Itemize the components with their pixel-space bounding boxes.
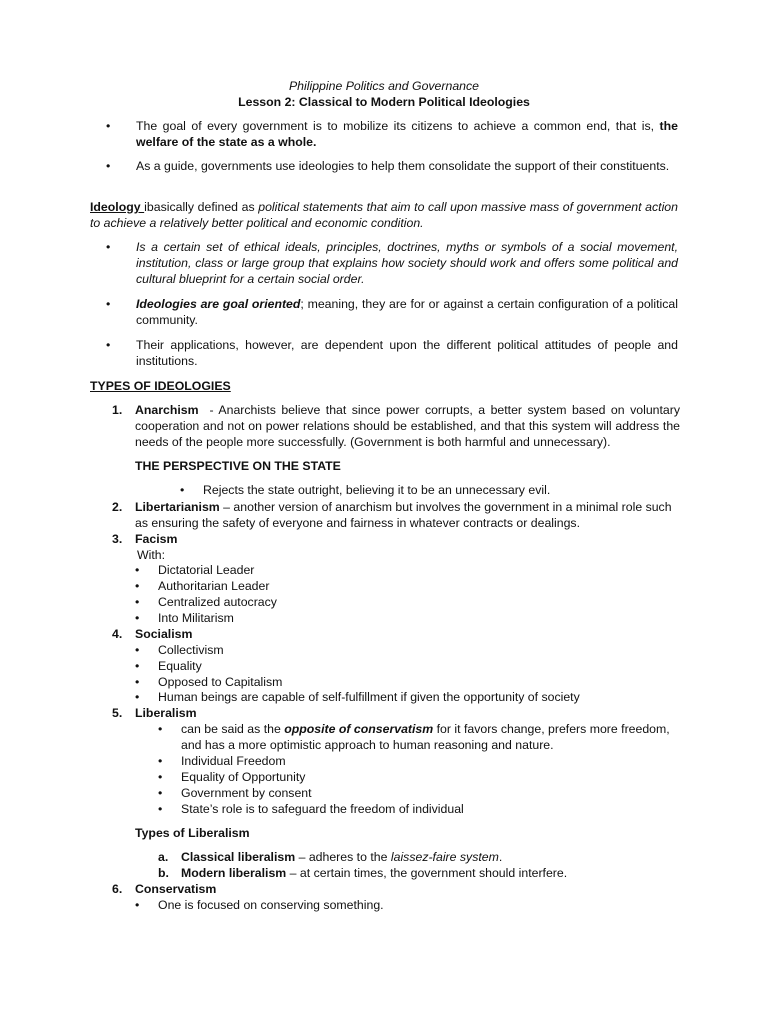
- ideology-point-goal: • Ideologies are goal oriented; meaning, they are for or against a certain configuration of a political community.: [106, 297, 678, 327]
- list-item: Equality of Opportunity: [181, 770, 306, 784]
- ideology-term: Ideology: [90, 200, 145, 214]
- bullet-icon: •: [135, 643, 140, 657]
- bullet-icon: •: [135, 898, 140, 912]
- bullet-icon: •: [135, 611, 140, 625]
- item-number: 1.: [112, 403, 123, 417]
- bullet-icon: •: [135, 690, 140, 704]
- bullet-icon: •: [158, 722, 163, 736]
- list-item: Authoritarian Leader: [158, 579, 270, 593]
- perspective-point: Rejects the state outright, believing it to be an unnecessary evil.: [203, 483, 551, 497]
- bullet-icon: •: [106, 297, 111, 311]
- lesson-title: Lesson 2: Classical to Modern Political Ideologies: [238, 95, 530, 109]
- modern-liberalism: Modern liberalism – at certain times, the government should interfere.: [181, 866, 568, 880]
- ideology-definition: Ideology ibasically defined as political statements that aim to call upon massive mass of government action to achieve a relatively better political and economic condition.: [90, 200, 678, 230]
- list-item: Dictatorial Leader: [158, 563, 255, 577]
- bullet-icon: •: [135, 579, 140, 593]
- liberalism-heading: Liberalism: [135, 706, 197, 720]
- item-number: 5.: [112, 706, 123, 720]
- bullet-icon: •: [180, 483, 185, 497]
- classical-liberalism: Classical liberalism – adheres to the laissez-faire system.: [181, 850, 503, 864]
- course-title: Philippine Politics and Governance: [288, 79, 480, 93]
- bullet-icon: •: [135, 595, 140, 609]
- list-item: Opposed to Capitalism: [158, 675, 283, 689]
- list-item: Equality: [158, 659, 202, 673]
- item-number: 6.: [112, 882, 123, 896]
- bullet-icon: •: [158, 802, 163, 816]
- conservatism-heading: Conservatism: [135, 882, 217, 896]
- bullet-icon: •: [135, 675, 140, 689]
- intro-point-goal: • The goal of every government is to mobilize its citizens to achieve a common end, that is, the welfare of the state as a whole.: [106, 119, 678, 149]
- facism-with: With:: [137, 548, 166, 562]
- bullet-icon: •: [106, 338, 111, 352]
- facism-heading: Facism: [135, 532, 178, 546]
- bullet-icon: •: [106, 159, 111, 173]
- bullet-icon: •: [135, 659, 140, 673]
- bullet-icon: •: [106, 119, 111, 133]
- liberalism-description: can be said as the opposite of conservatism for it favors change, prefers more freedom, and has a more optimistic approach to human reasoning and nature.: [181, 722, 670, 752]
- list-item: Centralized autocracy: [158, 595, 277, 609]
- list-item: Into Militarism: [158, 611, 234, 625]
- ideology-point-set: • Is a certain set of ethical ideals, principles, doctrines, myths or symbols of a social movement, institution, class or large group that explains how society should work and offers some political and cultural blueprint for a certain social order.: [106, 240, 678, 286]
- item-number: 2.: [112, 500, 123, 514]
- ideology-point-applications: • Their applications, however, are dependent upon the different political attitudes of people and institutions.: [106, 338, 678, 368]
- list-item: Individual Freedom: [181, 754, 286, 768]
- perspective-heading: THE PERSPECTIVE ON THE STATE: [135, 459, 341, 473]
- list-item: Human beings are capable of self-fulfillment if given the opportunity of society: [158, 690, 580, 704]
- bullet-icon: •: [158, 754, 163, 768]
- bullet-icon: •: [158, 770, 163, 784]
- list-letter: a.: [158, 850, 169, 864]
- liberalism-types-heading: Types of Liberalism: [135, 826, 250, 840]
- libertarianism-entry: Libertarianism – another version of anarchism but involves the government in a minimal role such as ensuring the safety of everyone and fairness in whatever contracts or dealings.: [135, 500, 672, 530]
- list-item: State’s role is to safeguard the freedom of individual: [181, 802, 464, 816]
- list-item: One is focused on conserving something.: [158, 898, 384, 912]
- bullet-icon: •: [158, 786, 163, 800]
- socialism-heading: Socialism: [135, 627, 193, 641]
- item-number: 4.: [112, 627, 123, 641]
- bullet-icon: •: [106, 240, 111, 254]
- list-letter: b.: [158, 866, 169, 880]
- list-item: Government by consent: [181, 786, 312, 800]
- list-item: Collectivism: [158, 643, 224, 657]
- types-heading: TYPES OF IDEOLOGIES: [90, 379, 231, 393]
- anarchism-entry: Anarchism - Anarchists believe that since power corrupts, a better system based on voluntary cooperation and not on power relations should be established, and that this system will address the needs of the people more successfully. (Government is both harmful and unnecessary).: [135, 403, 684, 449]
- item-number: 3.: [112, 532, 123, 546]
- bullet-icon: •: [135, 563, 140, 577]
- intro-point-guide: • As a guide, governments use ideologies to help them consolidate the support of their constituents.: [106, 159, 670, 173]
